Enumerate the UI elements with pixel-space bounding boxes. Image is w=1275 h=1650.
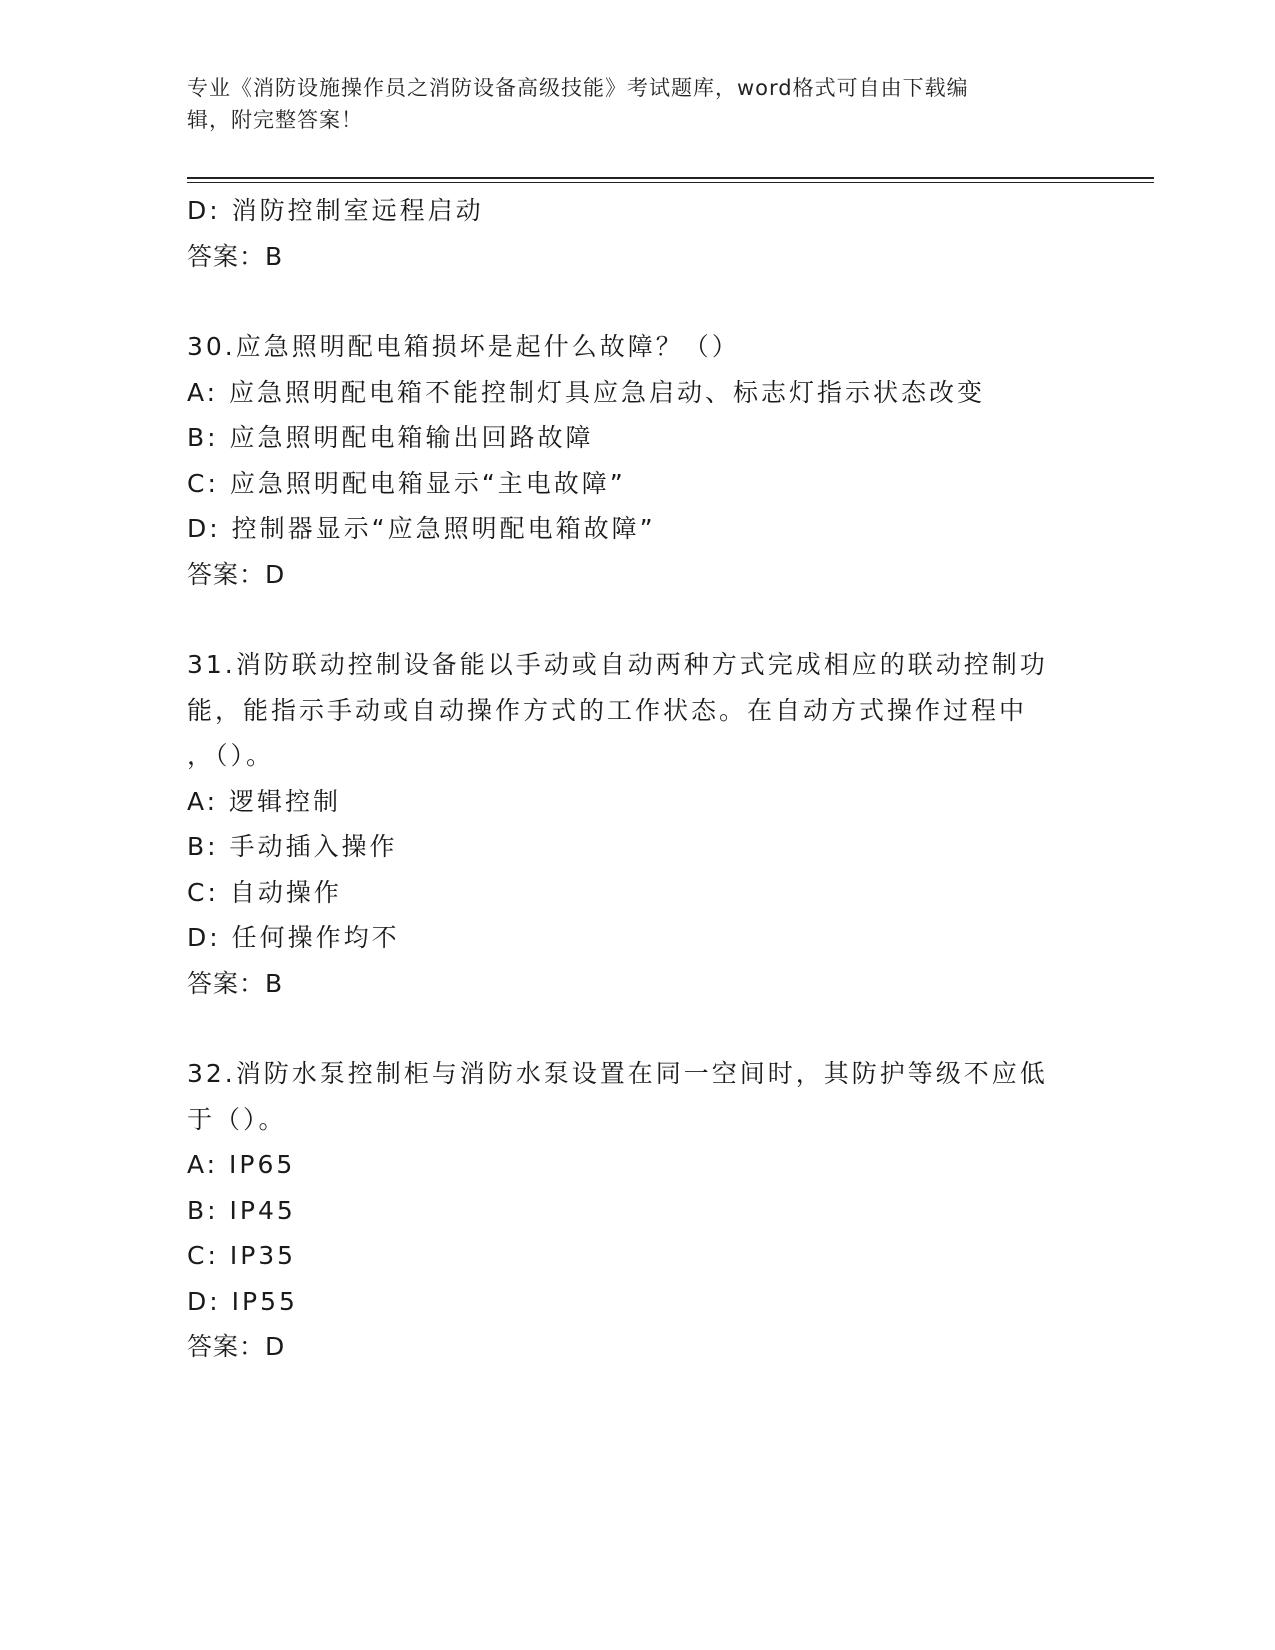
option-a: A: IP65 [187, 1150, 296, 1179]
question-text-line: 31.消防联动控制设备能以手动或自动两种方式完成相应的联动控制功 [187, 650, 1048, 679]
header-divider-thin [187, 182, 1154, 183]
question-31 [187, 642, 1087, 1006]
option-b: B: 应急照明配电箱输出回路故障 [187, 423, 594, 452]
header-line-2: 辑，附完整答案！ [187, 108, 363, 132]
option-d: D: IP55 [187, 1286, 298, 1316]
option-c: C: IP35 [187, 1241, 297, 1270]
question-text-line: ，（）。 [187, 741, 275, 770]
question-text-line: 能，能指示手动或自动操作方式的工作状态。在自动方式操作过程中 [187, 695, 1028, 725]
question-32 [187, 1051, 1087, 1370]
option-b: B: IP45 [187, 1195, 296, 1225]
option-d: D: 任何操作均不 [187, 923, 400, 952]
answer-line: 答案：D [187, 1332, 286, 1361]
question-30 [187, 324, 1087, 597]
question-text-line: 32.消防水泵控制柜与消防水泵设置在同一空间时，其防护等级不应低 [187, 1059, 1048, 1088]
question-text-line: 于（）。 [187, 1104, 287, 1134]
document-body [187, 188, 1087, 1370]
previous-question-tail [187, 188, 1087, 279]
option-a: A: 逻辑控制 [187, 786, 342, 816]
option-c: C: 自动操作 [187, 877, 342, 907]
header-divider-thick [187, 177, 1154, 179]
option-a: A: 应急照明配电箱不能控制灯具应急启动、标志灯指示状态改变 [187, 377, 986, 407]
document-header [187, 72, 1087, 136]
option-d: D: 控制器显示“应急照明配电箱故障” [187, 514, 656, 543]
question-text [187, 642, 1087, 779]
answer-line: 答案：D [187, 559, 286, 589]
answer-line: 答案：B [187, 968, 284, 998]
option-b: B: 手动插入操作 [187, 832, 398, 861]
option-c: C: 应急照明配电箱显示“主电故障” [187, 468, 626, 498]
question-text [187, 324, 1087, 370]
question-text-line: 30.应急照明配电箱损坏是起什么故障？（） [187, 332, 740, 361]
option-d: D: 消防控制室远程启动 [187, 196, 484, 225]
question-text [187, 1051, 1087, 1142]
answer-line: 答案：B [187, 241, 284, 271]
header-line-1: 专业《消防设施操作员之消防设备高级技能》考试题库，word格式可自由下载编 [187, 76, 969, 100]
